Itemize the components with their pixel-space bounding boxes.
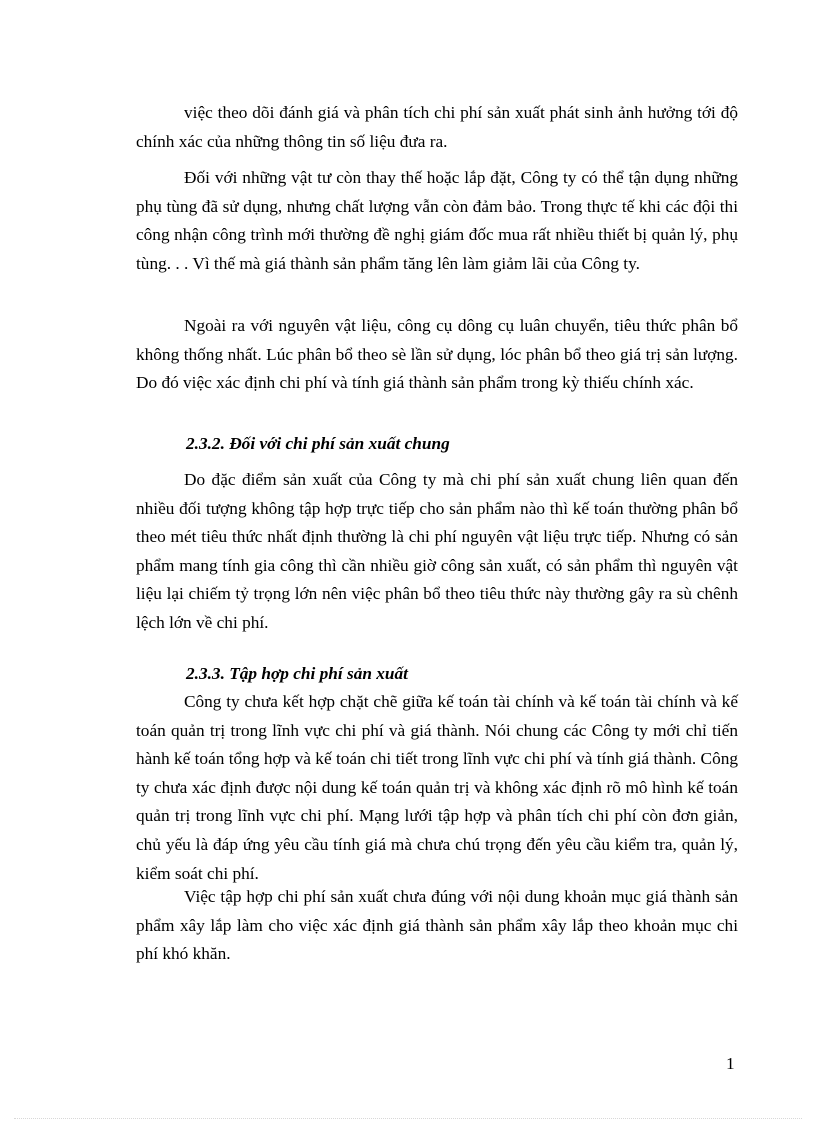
paragraph-cost-tracking: việc theo dõi đánh giá và phân tích chi phí sản xuất phát sinh ảnh hưởng tới độ chính xác của những thông tin số liệu đưa ra. xyxy=(136,103,738,151)
paragraph-tools-allocation: Ngoài ra với nguyên vật liệu, công cụ dông cụ luân chuyển, tiêu thức phân bổ không thống nhất. Lúc phân bổ theo sè lần sử dụng, lóc phân bổ theo giá trị sản lượng. Do đó việc xác định chi phí và tính giá thành sản phẩm trong kỳ thiếu chính xác. xyxy=(136,316,738,393)
paragraph-materials-replacement: Đối với những vật tư còn thay thế hoặc lắp đặt, Công ty có thể tận dụng những phụ tùng đã sử dụng, nhưng chất lượng vẫn còn đảm bảo. Trong thực tế khi các đội thi công nhận công trình mới thường đề nghị giám đốc mua rất nhiều thiết bị quản lý, phụ tùng. . . Vì thế mà giá thành sản phẩm tăng lên làm giảm lãi của Công ty. xyxy=(136,168,738,273)
section-heading-cost-aggregation: 2.3.3. Tập hợp chi phí sản xuất xyxy=(186,664,408,683)
page-number: 1 xyxy=(726,1054,735,1073)
section-heading-general-production-costs: 2.3.2. Đối với chi phí sản xuất chung xyxy=(186,434,450,453)
paragraph-cost-items: Việc tập hợp chi phí sản xuất chưa đúng với nội dung khoản mục giá thành sản phẩm xây lắp làm cho việc xác định giá thành sản phẩm xây lắp theo khoản mục chi phí khó khăn. xyxy=(136,887,738,964)
paragraph-general-costs-allocation: Do đặc điểm sản xuất của Công ty mà chi phí sản xuất chung liên quan đến nhiều đối tượng không tập hợp trực tiếp cho sản phẩm nào thì kế toán thường phân bổ theo mét tiêu thức nhất định thường là chi phí nguyên vật liệu trực tiếp. Nhưng có sản phẩm mang tính gia công thì cần nhiều giờ công sản xuất, có sản phẩm thì nguyên vật liệu lại chiếm tỷ trọng lớn nên việc phân bổ theo tiêu thức này thường gây ra sù chênh lệch lớn về chi phí. xyxy=(136,470,738,632)
page-bottom-divider xyxy=(14,1118,802,1119)
paragraph-management-accounting: Công ty chưa kết hợp chặt chẽ giữa kế toán tài chính và kế toán tài chính và kế toán quản trị trong lĩnh vực chi phí và giá thành. Nói chung các Công ty mới chỉ tiến hành kế toán tổng hợp và kế toán chi tiết trong lĩnh vực chi phí và tính giá thành. Công ty chưa xác định được nội dung kế toán quản trị và không xác định rõ mô hình kế toán quản trị trong lĩnh vực chi phí. Mạng lưới tập hợp và phân tích chi phí còn đơn giản, chủ yếu là đáp ứng yêu cầu tính giá mà chưa chú trọng đến yêu cầu kiểm tra, quản lý, kiểm soát chi phí. xyxy=(136,692,738,883)
